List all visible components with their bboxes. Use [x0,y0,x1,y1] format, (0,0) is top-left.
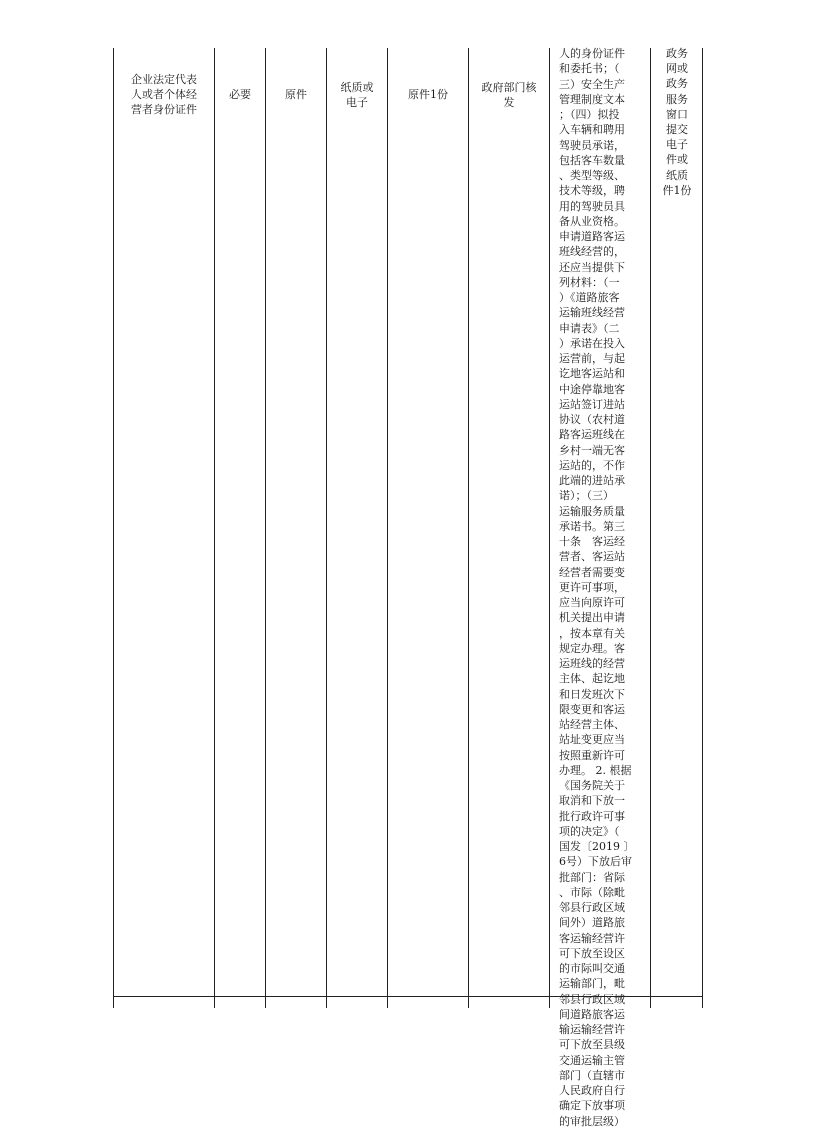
table-border [265,48,266,1008]
table-border [650,48,651,1008]
submission-method-cell: 政务 网或 政务 服务 窗口 提交 电子 件或 纸质 件1份 [662,47,692,197]
carrier-cell: 纸质或 电子 [340,81,374,110]
source-cell: 政府部门核 发 [481,81,537,110]
table-border-left [113,48,114,1008]
table-border-right [702,48,703,1008]
material-form-cell: 原件 [285,88,307,101]
table-border [326,48,327,1008]
table-border [468,48,469,1008]
requirement-cell: 必要 [229,88,251,101]
quantity-cell: 原件1份 [408,88,448,101]
table-border [214,48,215,1008]
table-border [387,48,388,1008]
legal-basis-cell: 人的身份证件 和委托书；（ 三）安全生产 管理制度文本 ；（四）拟投 入车辆和聘用 驾驶员承诺， 包括客车数量 、类型等级、 技术等级，聘 用的驾驶员具 备从业资格。 申请道路客运 班线经营的， 还应当提供下 列材料：（一 ）《道路旅客 运输班线经营 申请表》（二 ）承诺在投入 运营前，与起 讫地客运站和 中途停靠地客 运站签订进站 协议（农村道 路客运班线在 乡村一端无客 运站的，不作 此端的进站承 诺）；（三） 运输服务质量 承诺书。第三 十条 客运经 营者、客运站 经营者需要变 更许可事项， 应当向原许可 机关提出申请 ，按本章有关 规定办理。客 运班线的经营 主体、起讫地 和日发班次下 限变更和客运 站经营主体、 站址变更应当 按照重新许可 办理。 2. 根据 《国务院关于 取消和下放一 批行政许可事 项的决定》（ 国发〔2019 〕 6号）下放后审 批部门：省际 、市际（除毗 邻县行政区域 间外）道路旅 客运输经营许 可下放至设区 的市际叫交通 运输部门，毗 邻县行政区域 间道路旅客运 输运输经营许 可下放至县级 交通运输主管 部门（直辖市 人民政府自行 确定下放事项 的审批层级） [559,47,635,1128]
material-name-cell: 企业法定代表 人或者个体经 营者身份证件 [131,73,197,117]
table-border [549,48,550,1008]
